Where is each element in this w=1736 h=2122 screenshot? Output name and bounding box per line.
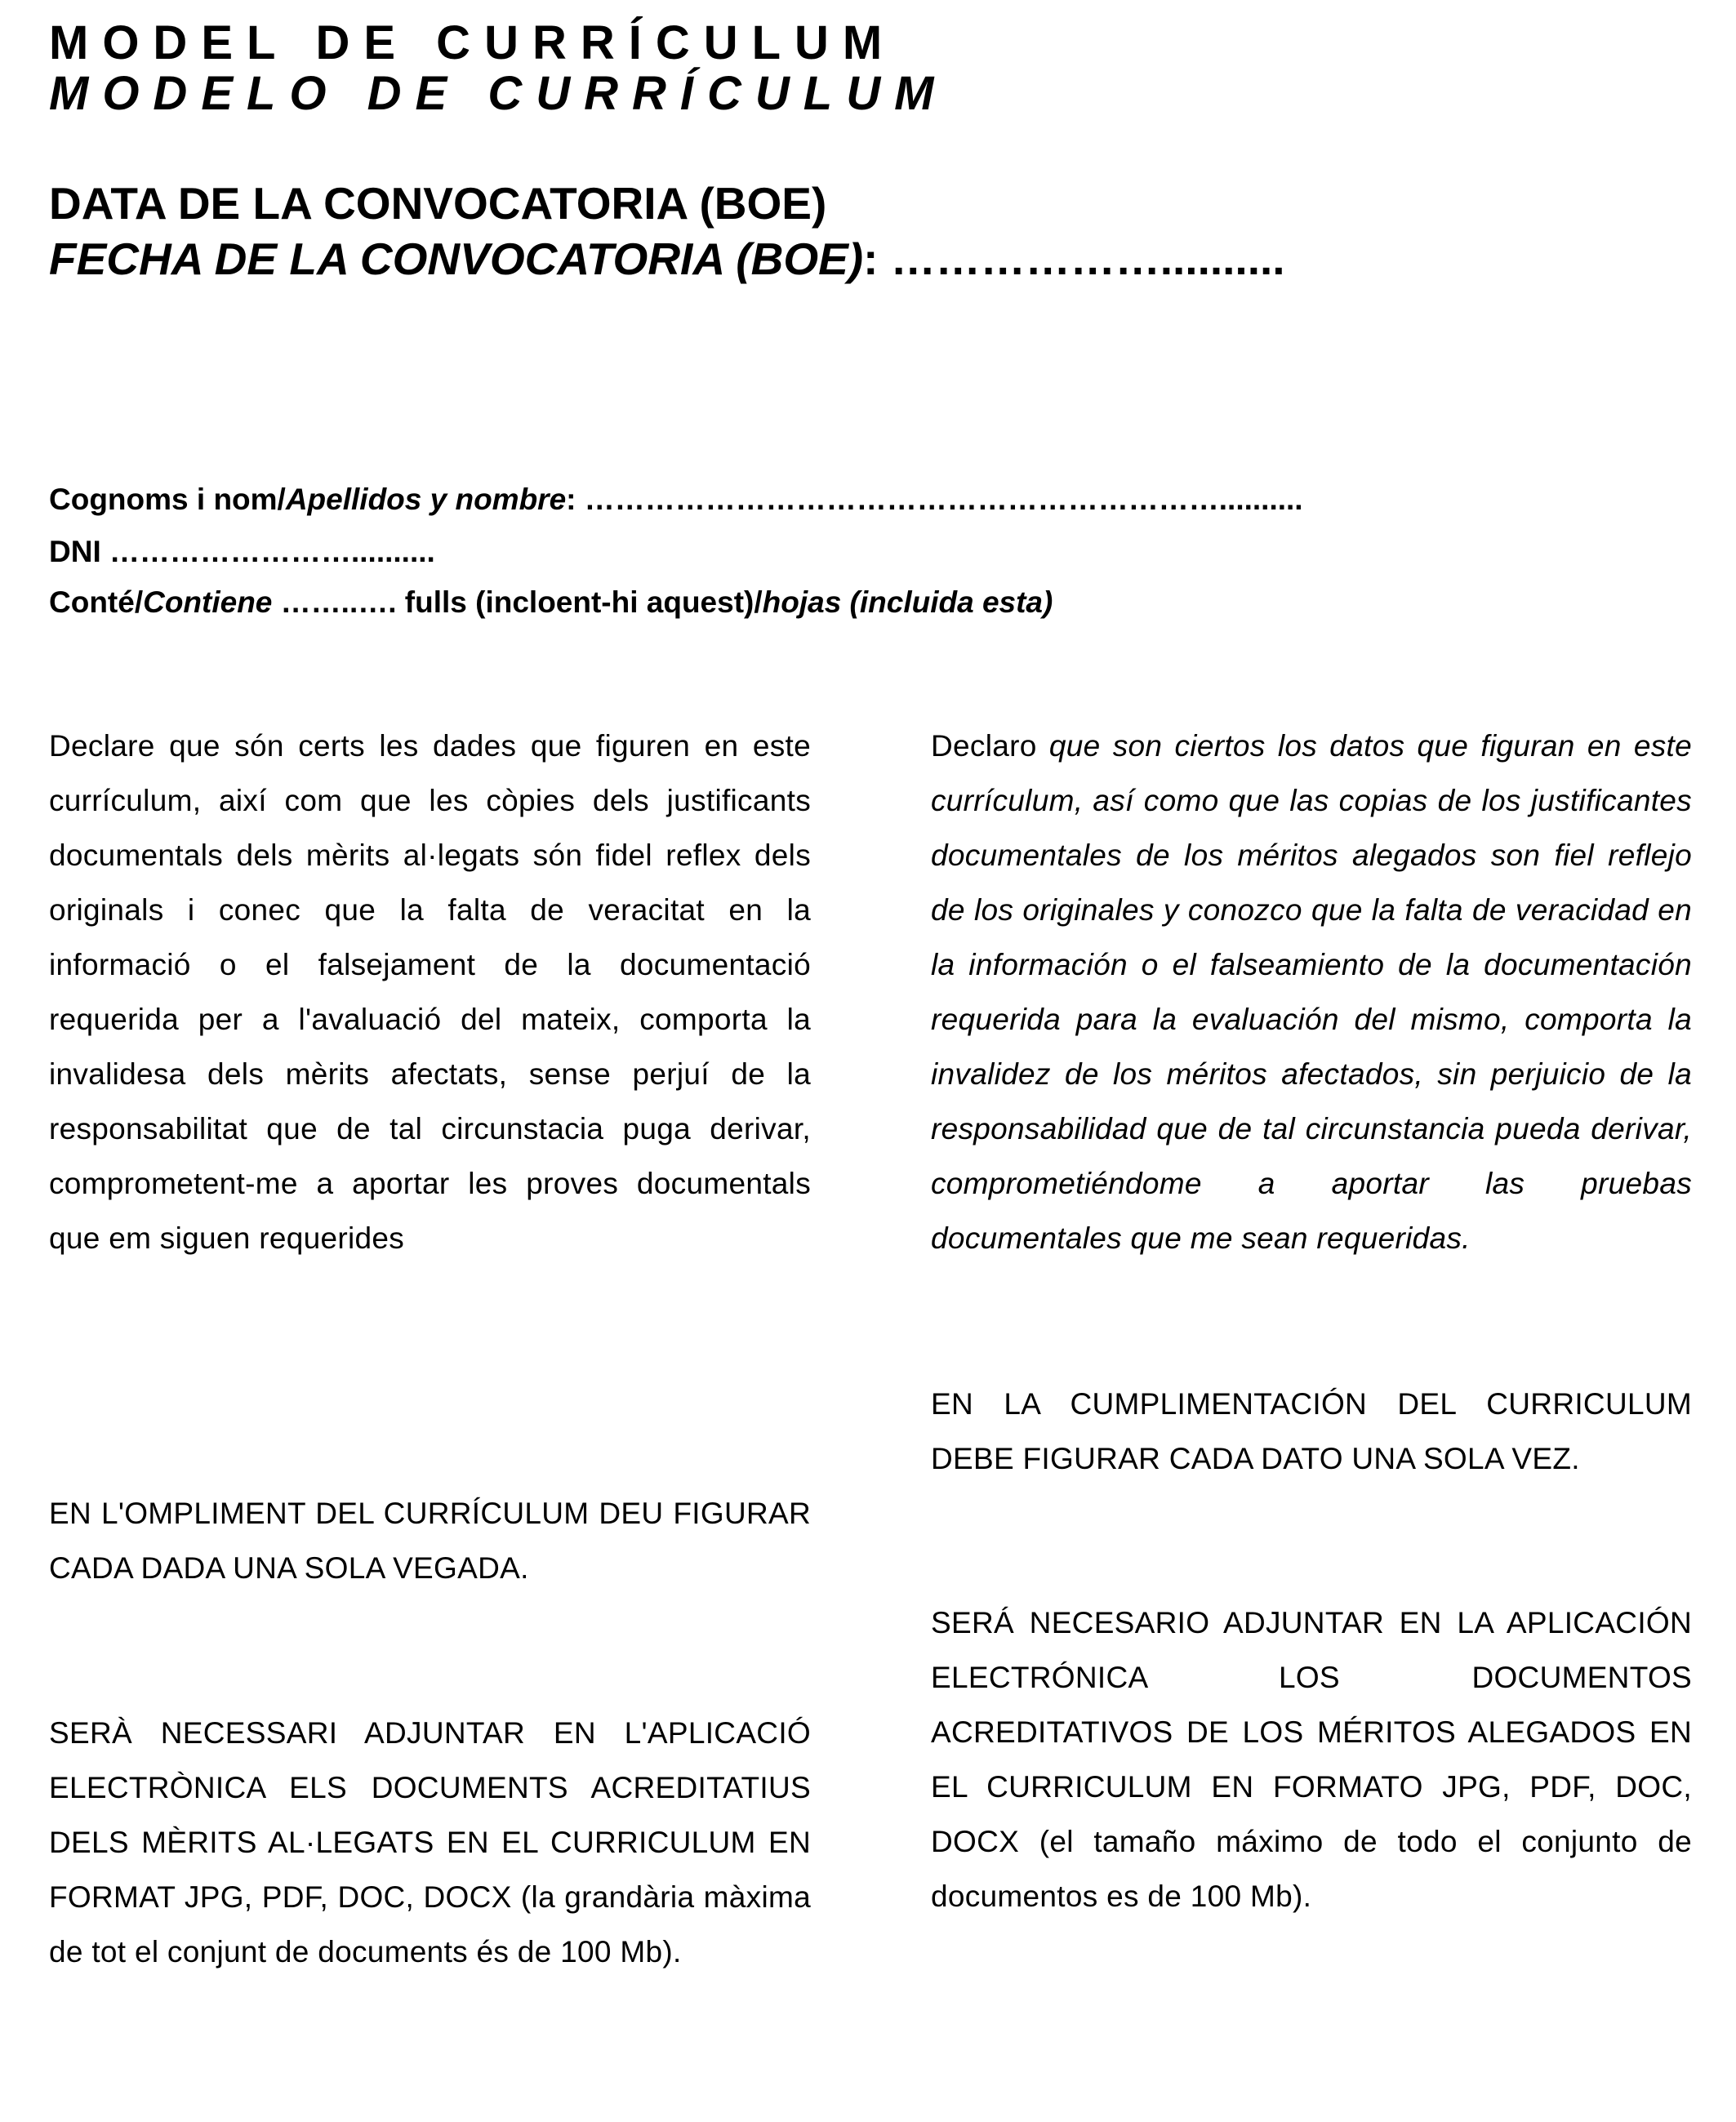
once-notice-catalan: EN L'OMPLIMENT DEL CURRÍCULUM DEU FIGURAR CADA DADA UNA SOLA VEGADA.: [49, 1497, 811, 1585]
declaration-spanish-body: que son ciertos los datos que figuran en este currículum, así como que las copias de los justificantes documentales de los méritos alegados son fiel reflejo de los originales y conozco que la falta de veracidad en la información o el falseamiento de la documentación requerida para la evaluación del mismo, comporta la invalidez de los méritos afectados, sin perjuicio de la responsabilidad que de tal circunstancia pueda derivar, comprometiéndome a aportar las pruebas documentales que me sean requeridas.: [931, 729, 1692, 1255]
call-date-blank[interactable]: ………………..........: [890, 234, 1285, 284]
call-date-heading-catalan: DATA DE LA CONVOCATORIA (BOE): [49, 178, 827, 229]
title-spanish: MODELO DE CURRÍCULUM: [49, 67, 948, 120]
call-date-separator: :: [863, 234, 891, 284]
call-date-heading-spanish: [49, 234, 1285, 284]
pages-field: [49, 587, 1053, 617]
declaration-spanish: [931, 718, 1692, 1266]
name-label-spanish: Apellidos y nombre: [285, 483, 567, 516]
name-label-catalan: Cognoms i nom/: [49, 483, 286, 516]
dni-blank[interactable]: ……………………..........: [109, 535, 435, 568]
title-catalan: MODEL DE CURRÍCULUM: [49, 16, 897, 69]
pages-suffix-catalan: fulls (incloent-hi aquest)/: [404, 585, 763, 619]
name-colon: :: [566, 483, 585, 516]
declaration-spanish-lead: Declaro: [931, 729, 1049, 763]
pages-suffix-spanish: hojas (incluida esta): [762, 585, 1053, 619]
dni-label: DNI: [49, 535, 109, 568]
name-field: [49, 484, 1303, 514]
pages-label-spanish: Contiene: [143, 585, 273, 619]
once-notice-spanish: EN LA CUMPLIMENTACIÓN DEL CURRICULUM DEBE FIGURAR CADA DATO UNA SOLA VEZ.: [931, 1387, 1692, 1475]
dni-field: [49, 536, 435, 567]
name-blank[interactable]: ………………………………………………………..........: [584, 483, 1303, 516]
call-date-label-spanish: FECHA DE LA CONVOCATORIA (BOE): [49, 234, 864, 284]
pages-label-catalan: Conté/: [49, 585, 144, 619]
attachments-notice-catalan: SERÀ NECESSARI ADJUNTAR EN L'APLICACIÓ ELECTRÒNICA ELS DOCUMENTS ACREDITATIUS DELS MÈRITS AL·LEGATS EN EL CURRICULUM EN FORMAT JPG, PDF, DOC, DOCX (la grandària màxima de tot el conjunt de documents és de 100 Mb).: [49, 1716, 811, 1969]
pages-blank[interactable]: ……..….: [272, 585, 405, 619]
attachments-notice-spanish: SERÁ NECESARIO ADJUNTAR EN LA APLICACIÓN ELECTRÓNICA LOS DOCUMENTOS ACREDITATIVOS DE LOS MÉRITOS ALEGADOS EN EL CURRICULUM EN FORMATO JPG, PDF, DOC, DOCX (el tamaño máximo de todo el conjunto de documentos es de 100 Mb).: [931, 1606, 1692, 1913]
declaration-catalan: Declare que són certs les dades que figuren en este currículum, així com que les còpies dels justificants documentals dels mèrits al·legats són fidel reflex dels originals i conec que la falta de veracitat en la informació o el falsejament de la documentació requerida per a l'avaluació del mateix, comporta la invalidesa dels mèrits afectats, sense perjuí de la responsabilitat que de tal circunstacia puga derivar, comprometent-me a aportar les proves documentals que em siguen requerides: [49, 729, 811, 1255]
